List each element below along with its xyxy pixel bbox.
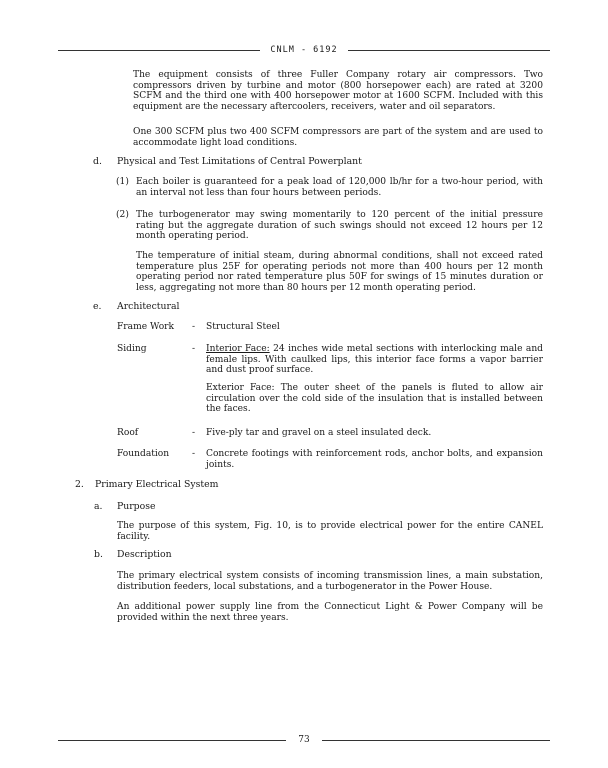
section-d-letter: d. [93,156,102,167]
frame-work-text: Structural Steel [206,322,280,332]
roof-text: Five-ply tar and gravel on a steel insulated deck. [206,428,432,438]
document-id: CNLM - 6192 [270,44,338,55]
section-d-item-1-number: (1) [116,177,129,187]
header-rule-right [348,50,550,51]
section-d-title: Physical and Test Limitations of Central Powerplant [117,156,362,167]
exterior-face-label: Exterior Face: [206,383,275,393]
foundation-dash: - [192,449,196,459]
header-rule-left [58,50,260,51]
foundation-label: Foundation [117,449,170,459]
section-e-letter: e. [93,301,102,312]
foundation-text: Concrete footings with reinforcement rods, anchor bolts, and expansion joints. [206,449,543,470]
section-2-title: Primary Electrical System [95,479,219,490]
section-2a-title: Purpose [117,501,156,512]
section-d-item-2-text: The turbogenerator may swing momentarily to 120 percent of the initial pressure rating but the aggregate duration of such swings should not exceed 12 hours per 12 month operating period. [136,210,543,242]
description-paragraph-1: The primary electrical system consists of incoming transmission lines, a main substation, distribution feeders, local substations, and a turbogenerator in the Power House. [117,571,543,592]
page-number: 73 [298,734,310,745]
section-2b-title: Description [117,549,172,560]
section-2b-letter: b. [94,549,103,560]
description-paragraph-2: An additional power supply line from the Connecticut Light & Power Company will be provided within the next three years. [117,602,543,623]
section-d-item-2-number: (2) [116,210,129,220]
page-footer [58,733,550,747]
interior-face-label: Interior Face: [206,344,270,354]
section-2-number: 2. [75,479,84,490]
frame-work-label: Frame Work [117,322,175,332]
roof-dash: - [192,428,196,438]
compressors-paragraph-2: One 300 SCFM plus two 400 SCFM compressors are part of the system and are used to accommodate light load conditions. [133,127,543,148]
footer-rule-left [58,740,286,741]
section-d-temperature-paragraph: The temperature of initial steam, during abnormal conditions, shall not exceed rated temperature plus 25F for operating periods not more than 400 hours per 12 month operating period nor rated temperature plus 50F for swings of 15 minutes duration or less, aggregating not more than 80 hours per 12 month operating period. [136,251,543,293]
siding-exterior-face [206,383,543,415]
page-header [58,43,550,57]
interior-face-text: 24 inches wide metal sections with interlocking male and female lips. With caulked lips, this interior face forms a vapor barrier and dust proof surface. [206,344,543,376]
section-e-title: Architectural [117,301,180,312]
compressors-paragraph-1: The equipment consists of three Fuller Company rotary air compressors. Two compressors driven by turbine and motor (800 horsepower each) are rated at 3200 SCFM and the third one with 400 horsepower motor at 1600 SCFM. Included with this equipment are the necessary aftercoolers, receivers, water and oil separators. [133,70,543,112]
siding-label: Siding [117,344,147,354]
footer-rule-right [322,740,550,741]
siding-dash: - [192,344,196,354]
section-d-item-1-text: Each boiler is guaranteed for a peak load of 120,000 lb/hr for a two-hour period, with an interval not less than four hours between periods. [136,177,543,198]
exterior-face-text: The outer sheet of the panels is fluted to allow air circulation over the cold side of the insulation that is installed between the faces. [206,383,543,415]
siding-interior-face [206,344,543,376]
purpose-paragraph: The purpose of this system, Fig. 10, is to provide electrical power for the entire CANEL facility. [117,521,543,542]
roof-label: Roof [117,428,139,438]
section-2a-letter: a. [94,501,103,512]
frame-work-dash: - [192,322,196,332]
